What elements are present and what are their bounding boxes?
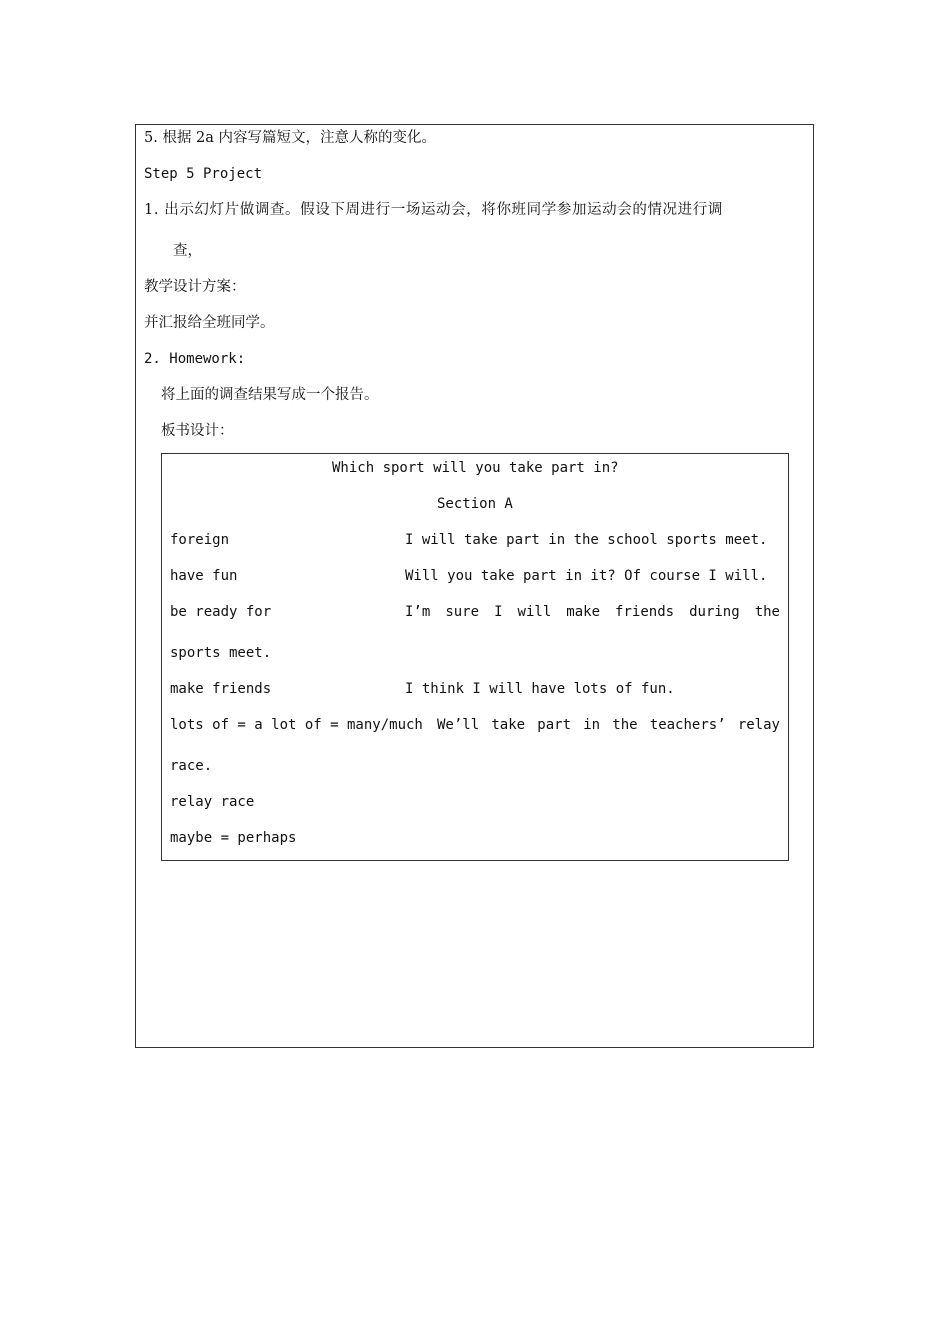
board-right-5 — [437, 716, 780, 734]
board-left-3: be ready for — [170, 604, 272, 620]
word: relay — [737, 717, 780, 733]
word: the — [754, 604, 780, 620]
word: make — [566, 604, 601, 620]
blackboard-label: 板书设计： — [161, 423, 234, 439]
word: I — [494, 604, 503, 620]
board-right-3-cont: sports meet. — [170, 645, 272, 661]
word: friends — [615, 604, 675, 620]
board-right-3 — [405, 603, 780, 621]
board-right-5-cont: race. — [170, 758, 213, 774]
board-left-6: relay race — [170, 794, 255, 810]
board-section: Section A — [437, 496, 513, 512]
board-left-7: maybe = perhaps — [170, 830, 297, 846]
project-item-1: 1. 出示幻灯片做调查。假设下周进行一场运动会，将你班同学参加运动会的情况进行调 — [144, 202, 723, 218]
board-right-2: Will you take part in it? Of course I will. — [405, 568, 768, 584]
board-right-4: I think I will have lots of fun. — [405, 681, 675, 697]
word: part — [537, 717, 571, 733]
word: in — [583, 717, 601, 733]
word: during — [689, 604, 740, 620]
word: We’ll — [437, 717, 480, 733]
board-right-1: I will take part in the school sports meet. — [405, 532, 768, 548]
step5-heading: Step 5 Project — [144, 166, 263, 182]
board-left-5: lots of = a lot of = many/much — [170, 717, 423, 733]
word: teachers’ — [649, 717, 726, 733]
board-left-4: make friends — [170, 681, 272, 697]
board-left-1: foreign — [170, 532, 230, 548]
homework-heading: 2. Homework: — [144, 351, 246, 367]
word: sure — [445, 604, 480, 620]
step-line-5: 5. 根据 2a 内容写篇短文，注意人称的变化。 — [144, 130, 437, 146]
word: will — [517, 604, 552, 620]
homework-text: 将上面的调查结果写成一个报告。 — [161, 387, 379, 403]
project-item-1-cont: 查， — [173, 243, 202, 259]
board-title: Which sport will you take part in? — [332, 460, 619, 476]
word: take — [491, 717, 526, 733]
word: the — [612, 717, 638, 733]
report-line: 并汇报给全班同学。 — [144, 315, 275, 331]
word: I’m — [405, 604, 431, 620]
board-left-2: have fun — [170, 568, 238, 584]
design-plan-label: 教学设计方案： — [144, 279, 246, 295]
